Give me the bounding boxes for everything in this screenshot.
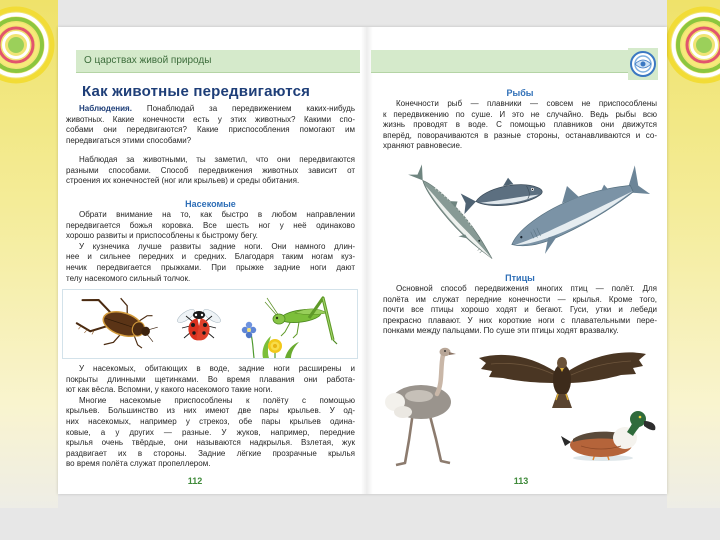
text-line: крыльев. Большинство из них имеют две пары крыльев. У од-	[66, 406, 355, 416]
insects-paragraphs-1	[66, 210, 355, 284]
fish-heading: Рыбы	[506, 88, 534, 98]
ladybug-illustration	[176, 307, 223, 342]
text-line: прекрасно плавают. У них короткие ноги с плавательными пере-	[383, 315, 657, 325]
text-line: передвигается божья коровка. Все шесть ног у неё одинаково	[66, 220, 355, 230]
text-line: нее и сильнее передних и средних. Благодаря таким ногам куз-	[66, 252, 355, 262]
text-line: Обрати внимание на то, как быстро в любом направлении	[79, 210, 355, 219]
text-line: Наблюдая за животными, ты заметил, что они передвигаются	[79, 155, 355, 164]
text-line: собами они передвигаются? Какие приспособления помогают им	[66, 125, 355, 135]
shark-illustration	[499, 156, 654, 265]
blue-flower-icon	[242, 322, 256, 338]
birds-illustration	[380, 341, 659, 471]
text-line: ковые, а у других — разные. У жуков, например, передние	[66, 427, 355, 437]
page-number-left: 112	[187, 476, 203, 486]
text-line: почти все птицы хорошо ходят и бегают. Гуси, утки и лебеди	[383, 305, 657, 315]
dandelion-icon	[268, 339, 282, 353]
book-gutter	[361, 27, 373, 494]
birds-paragraph	[383, 284, 657, 337]
intro-paragraph	[66, 155, 355, 187]
right-rings-decoration	[662, 0, 720, 92]
text-line: понками между пальцами. По суше эти птицы ходят вразвалку.	[383, 326, 619, 336]
text-line: покрыты длинными щетинками. Во время плавания они работа-	[66, 374, 355, 384]
text-line: ют как вёсла. Вспомни, у какого насекомого такие ноги.	[66, 385, 273, 395]
emblem-box	[628, 48, 658, 80]
text-line: них насекомых, например у стрекоз, обе пары крыльев одина-	[66, 416, 355, 426]
insects-paragraphs-2	[66, 364, 355, 470]
fish-illustration	[380, 155, 659, 270]
text-line: во время полёта служат пропеллером.	[66, 459, 211, 469]
text-line: передвигаться этими способами?	[66, 135, 192, 145]
text-line: жизнь проводят в воде. С помощью плавников они движутся	[383, 120, 657, 130]
text-line: Конечности рыб — плавники — совсем не приспособлены	[396, 99, 657, 108]
text-line	[66, 104, 355, 115]
insects-heading: Насекомые	[185, 199, 236, 209]
ostrich-illustration	[385, 348, 456, 465]
text-line: нечик передвигается прыжками. При прыжке задние ноги дают	[66, 262, 355, 272]
right-running-head-band	[371, 50, 628, 73]
text-line: У кузнечика лучше развиты задние ноги. Они намного длин-	[79, 241, 355, 251]
insects-illustration	[62, 289, 358, 359]
text-line: вперёд, поворачиваются в разные стороны, останавливаются и со-	[383, 130, 657, 140]
text-line: крылья очень твёрдые, они называются надкрылья. Взлетая, жук	[66, 438, 355, 448]
globe-emblem-icon	[628, 48, 658, 80]
page-title: Как животные передвигаются	[82, 83, 311, 100]
text-line: Основной способ передвижения многих птиц — полёт. Для	[396, 284, 657, 293]
sturgeon-illustration	[405, 162, 501, 265]
grasshopper-illustration	[265, 298, 337, 344]
text-line: Многие насекомые приспособлены к полёту с помощью	[79, 395, 355, 405]
text-line-content: Понаблюдай за передвижением каких-нибудь	[146, 104, 355, 113]
observation-paragraph	[66, 104, 355, 146]
observation-label: Наблюдения.	[79, 104, 132, 113]
fish-paragraph	[383, 99, 657, 152]
text-line: строения их конечностей (ног или крыльев) и среды обитания.	[66, 176, 300, 186]
text-line: раздвигает их в стороны. Задние лёгкие прозрачные крылья	[66, 448, 355, 458]
text-line: к передвижению по суше. И это не случайно. Ведь рыбы всю	[383, 109, 657, 119]
text-line: разными способами. Способ передвижения животных зависит от	[66, 165, 355, 175]
running-head: О царствах живой природы	[84, 55, 212, 66]
eagle-illustration	[479, 352, 646, 408]
text-line: У насекомых, обитающих в воде, задние ноги расширены и	[79, 364, 355, 373]
duck-illustration	[561, 411, 655, 461]
text-line: полёта им служат передние конечности — крылья. Кроме того,	[383, 294, 657, 304]
flowers-illustration	[242, 322, 299, 358]
birds-heading: Птицы	[505, 273, 535, 283]
left-rings-decoration	[0, 0, 58, 92]
text-line: животных. Какие конечности есть у этих животных? Какими спо-	[66, 114, 355, 124]
text-line: храняют равновесие.	[383, 141, 463, 151]
page-number-right: 113	[513, 476, 529, 486]
text-line: телу насекомого сильный толчок.	[66, 273, 191, 283]
text-line: хорошо развиты и приспособлены к быстрому бегу.	[66, 231, 258, 241]
diving-beetle-illustration	[71, 290, 162, 358]
salmon-illustration	[459, 172, 543, 214]
